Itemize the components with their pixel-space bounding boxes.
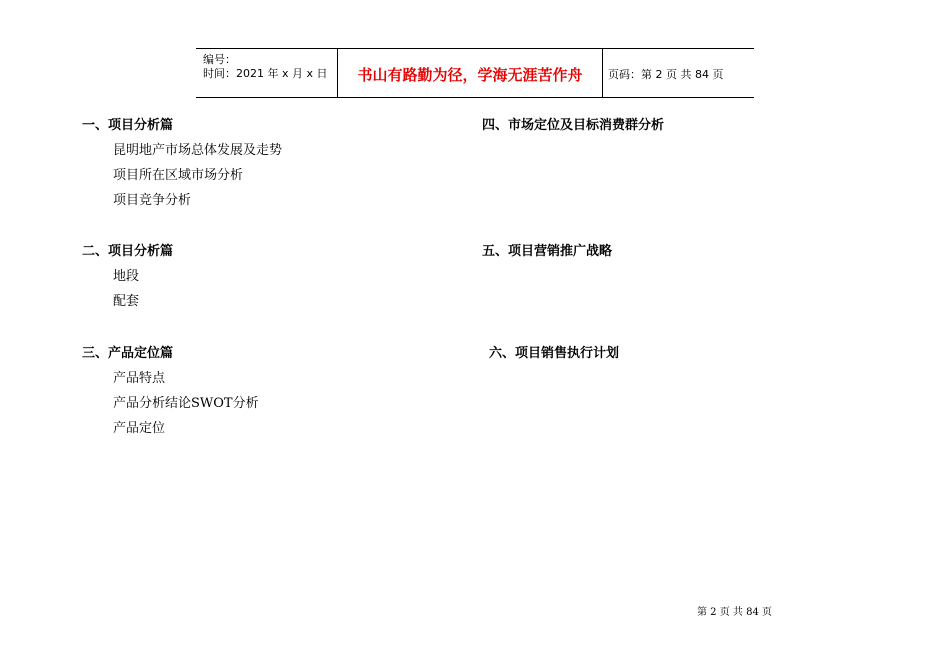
section-title: 二、项目分析篇 xyxy=(82,244,174,259)
toc-item: 昆明地产市场总体发展及走势 xyxy=(113,143,283,158)
section-title: 四、市场定位及目标消费群分析 xyxy=(482,118,665,133)
toc-item: 产品特点 xyxy=(113,371,166,386)
header-motto-cell xyxy=(337,49,603,97)
header-page-cell xyxy=(602,49,754,97)
date-text: 时间：2021 年 x 月 x 日 xyxy=(203,67,328,80)
toc-item: 配套 xyxy=(113,294,140,309)
toc-item: 项目所在区域市场分析 xyxy=(113,168,244,183)
toc-item: 项目竞争分析 xyxy=(113,193,192,208)
page-header xyxy=(196,48,754,98)
page-footer: 第 2 页 共 84 页 xyxy=(697,607,772,618)
code-label: 编号： xyxy=(203,53,236,66)
section-title: 五、项目营销推广战略 xyxy=(482,244,613,259)
section-title: 一、项目分析篇 xyxy=(82,118,174,133)
header-info-cell xyxy=(196,49,337,97)
toc-item: 产品分析结论SWOT分析 xyxy=(113,396,259,411)
section-title: 六、项目销售执行计划 xyxy=(489,346,620,361)
page-number-text: 页码：第 2 页 共 84 页 xyxy=(608,68,724,81)
toc-item: 产品定位 xyxy=(113,421,166,436)
section-title: 三、产品定位篇 xyxy=(82,346,174,361)
toc-item: 地段 xyxy=(113,269,140,284)
motto-text: 书山有路勤为径，学海无涯苦作舟 xyxy=(357,66,583,84)
